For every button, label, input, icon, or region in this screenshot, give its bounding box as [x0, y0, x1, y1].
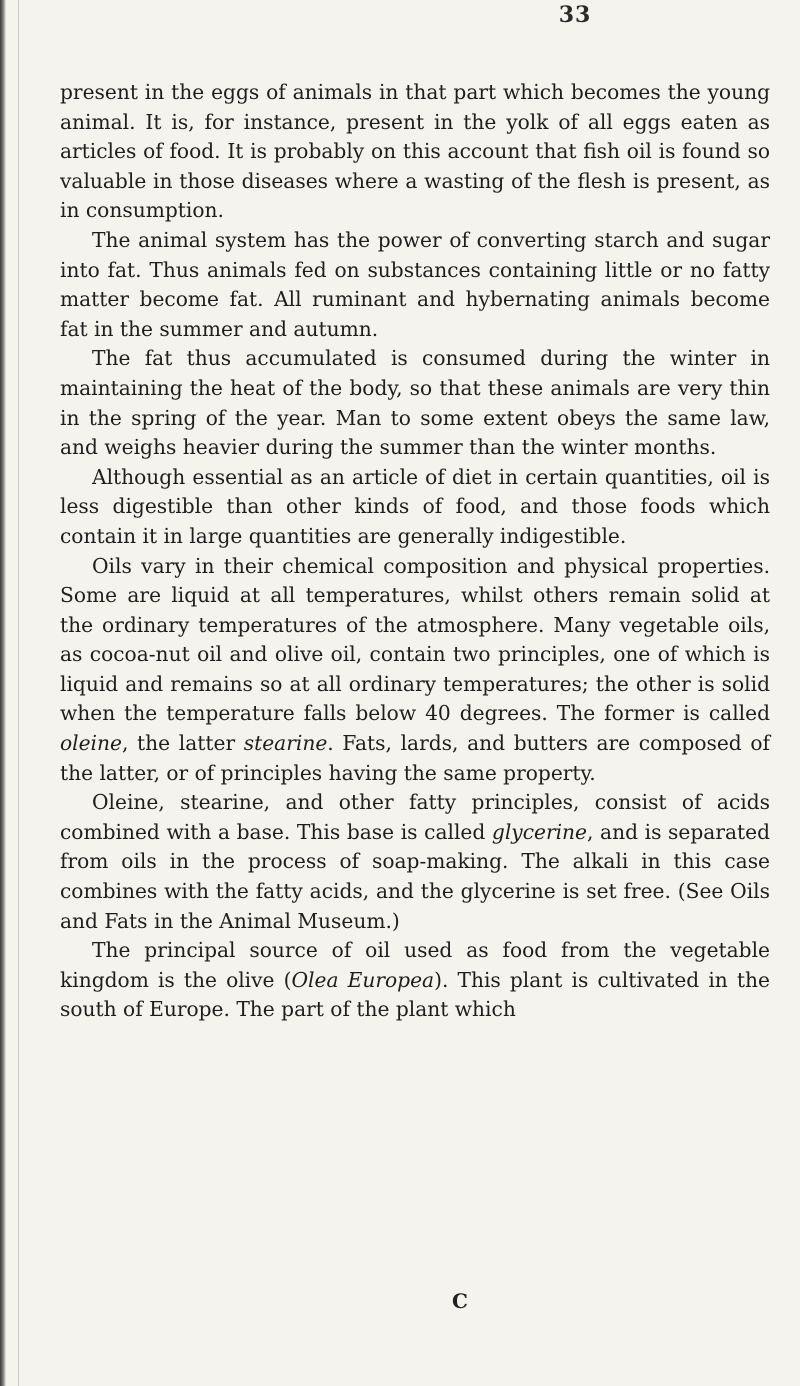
signature-mark: C: [452, 1289, 468, 1313]
paragraph-5-text-e: . Fats, lards, and butters are composed of the latter, or of principles having the same property.: [60, 731, 770, 785]
paragraph-4: [60, 463, 770, 552]
page-margin-line: [18, 0, 19, 1386]
paragraph-4-text: Although essential as an article of diet in certain quantities, oil is less digestible than other kinds of food, and those foods which contain it in large quantities are generally indigestible.: [60, 464, 770, 548]
paragraph-3: [60, 344, 770, 462]
term-oleine: oleine: [60, 731, 122, 756]
paragraph-2-text: The animal system has the power of converting starch and sugar into fat. Thus animals fed on substances containing little or no fatty matter become fat. All ruminant and hybernating animals become fat in the summer and autumn.: [60, 227, 770, 341]
page-number: 33: [558, 2, 592, 28]
paragraph-1-text: present in the eggs of animals in that part which becomes the young animal. It is, for instance, present in the yolk of all eggs eaten as articles of food. It is probably on this account that fish oil is found so valuable in those diseases where a wasting of the flesh is present, as in consumption.: [60, 80, 770, 223]
paragraph-2: [60, 226, 770, 344]
term-glycerine: glycerine: [491, 819, 587, 844]
paragraph-6-text-a: Oleine, stearine, and other fatty principles, consist of acids combined with a base. This base is called: [60, 790, 770, 844]
paragraph-5-text-c: , the latter: [121, 731, 244, 756]
body-text: [60, 78, 770, 1025]
paragraph-7-text-c: ). This plant is cultivated in the south of Europe. The part of the plant which: [60, 967, 770, 1022]
term-olea-europea: Olea Europea: [291, 967, 435, 992]
paragraph-7: [60, 936, 770, 1025]
paragraph-3-text: The fat thus accumulated is consumed during the winter in maintaining the heat of the body, so that these animals are very thin in the spring of the year. Man to some extent obeys the same law, and weighs heavier during the summer than the winter months.: [60, 346, 770, 460]
paragraph-6-text-c: , and is separated from oils in the process of soap-making. The alkali in this case combines with the fatty acids, and the glycerine is set free. (See Oils and Fats in the Animal Museum.): [60, 819, 770, 933]
paragraph-1: [60, 78, 770, 226]
paragraph-6: [60, 788, 770, 936]
paragraph-5-text-a: Oils vary in their chemical composition and physical properties. Some are liquid at all temperatures, whilst others remain solid at the ordinary temperatures of the atmosphere. Many vegetable oils, as cocoa-nut oil and olive oil, contain two principles, one of which is liquid and remains so at all ordinary temperatures; the other is solid when the temperature falls below 40 degrees. The former is called: [60, 553, 770, 726]
paragraph-7-text-a: The principal source of oil used as food from the vegetable kingdom is the olive (: [60, 938, 770, 992]
page-binding-shadow: [0, 0, 6, 1386]
term-stearine: stearine: [243, 731, 328, 756]
paragraph-5: [60, 552, 770, 789]
